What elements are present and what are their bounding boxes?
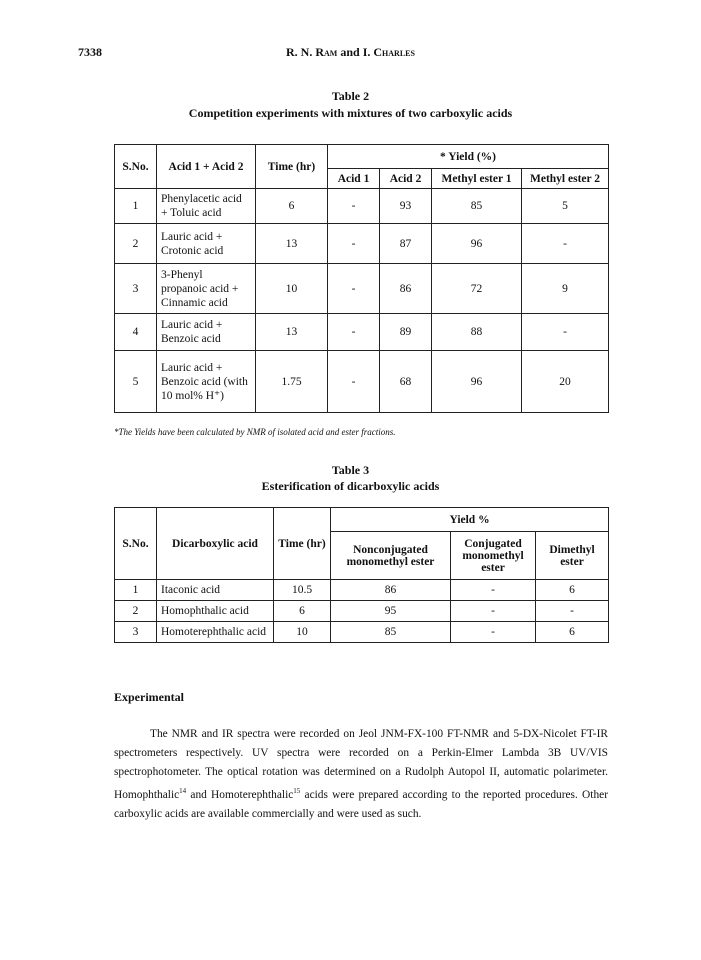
cell-sno: 5 — [115, 351, 157, 413]
cell-sno: 1 — [115, 580, 157, 601]
cell-dimethyl: 6 — [536, 580, 609, 601]
cell-acid1: - — [328, 189, 380, 224]
reference-14: 14 — [179, 787, 187, 795]
cell-acids: Phenylacetic acid + Toluic acid — [157, 189, 256, 224]
table2-header-acid1: Acid 1 — [328, 169, 380, 189]
para-text-1: The NMR and IR spectra were recorded on Jeol JNM-FX-100 FT-NMR and 5-DX-Nicolet FT-IR spectrometers respectively. UV spectra were recorded on a Perkin-Elmer Lambda 3B UV/VIS spectrophotometer. The optical rotation was determined on a Rudolph Autopol II, automatic polarimeter. Homophthalic — [114, 728, 608, 801]
table-row — [115, 601, 609, 622]
authors-and: and I. — [337, 45, 374, 59]
cell-acid1: - — [328, 224, 380, 264]
cell-acids: Lauric acid + Benzoic acid — [157, 314, 256, 351]
cell-nonconj: 95 — [331, 601, 451, 622]
table-row — [115, 264, 609, 314]
cell-me1: 85 — [432, 189, 522, 224]
cell-conj: - — [451, 622, 536, 643]
table2-label: Table 2 — [331, 89, 370, 103]
table3-header-sno: S.No. — [115, 508, 157, 580]
table3-header-dimethyl: Dimethyl ester — [536, 532, 609, 580]
running-header — [0, 45, 701, 60]
table2-header-me2: Methyl ester 2 — [522, 169, 609, 189]
cell-acid: Homophthalic acid — [157, 601, 274, 622]
table-row — [115, 622, 609, 643]
table2-header-acids: Acid 1 + Acid 2 — [157, 145, 256, 189]
cell-acid1: - — [328, 264, 380, 314]
table3-label: Table 3 — [331, 463, 370, 477]
table3-title: Esterification of dicarboxylic acids — [261, 479, 440, 493]
table3-header-conj: Conjugated monomethyl ester — [451, 532, 536, 580]
author-2: Charles — [373, 45, 415, 59]
cell-acids: 3-Phenyl propanoic acid + Cinnamic acid — [157, 264, 256, 314]
table2-header-sno: S.No. — [115, 145, 157, 189]
authors-prefix: R. N. — [286, 45, 316, 59]
table3-header-nonconj: Nonconjugated monomethyl ester — [331, 532, 451, 580]
page-number: 7338 — [78, 45, 102, 59]
cell-sno: 2 — [115, 224, 157, 264]
cell-sno: 1 — [115, 189, 157, 224]
cell-me2: - — [522, 224, 609, 264]
cell-acid2: 68 — [380, 351, 432, 413]
cell-nonconj: 86 — [331, 580, 451, 601]
table3-header-time: Time (hr) — [274, 508, 331, 580]
cell-conj: - — [451, 580, 536, 601]
cell-acids: Lauric acid + Benzoic acid (with 10 mol% H⁺) — [157, 351, 256, 413]
cell-acid2: 86 — [380, 264, 432, 314]
para-text-2: and Homoterephthalic — [186, 788, 294, 801]
cell-acid2: 89 — [380, 314, 432, 351]
cell-time: 1.75 — [256, 351, 328, 413]
table-row — [115, 351, 609, 413]
cell-me2: 9 — [522, 264, 609, 314]
cell-conj: - — [451, 601, 536, 622]
table2-header-acid2: Acid 2 — [380, 169, 432, 189]
cell-time: 6 — [274, 601, 331, 622]
cell-time: 6 — [256, 189, 328, 224]
table-row — [115, 189, 609, 224]
cell-dimethyl: - — [536, 601, 609, 622]
cell-me2: 5 — [522, 189, 609, 224]
cell-me2: 20 — [522, 351, 609, 413]
cell-acid2: 87 — [380, 224, 432, 264]
table2 — [114, 144, 609, 413]
cell-acid1: - — [328, 351, 380, 413]
cell-acid1: - — [328, 314, 380, 351]
cell-sno: 3 — [115, 622, 157, 643]
table3-header-yield: Yield % — [331, 508, 609, 532]
cell-acid2: 93 — [380, 189, 432, 224]
para-text-3: acids were prepared according to the reported procedures. Other carboxylic acids are available commercially and were used as such. — [114, 788, 608, 820]
cell-nonconj: 85 — [331, 622, 451, 643]
cell-sno: 4 — [115, 314, 157, 351]
table2-header-time: Time (hr) — [256, 145, 328, 189]
cell-me1: 96 — [432, 224, 522, 264]
table-row — [115, 580, 609, 601]
cell-dimethyl: 6 — [536, 622, 609, 643]
cell-me1: 72 — [432, 264, 522, 314]
author-1: Ram — [315, 45, 338, 59]
table2-title: Competition experiments with mixtures of two carboxylic acids — [188, 106, 513, 120]
cell-acid: Homoterephthalic acid — [157, 622, 274, 643]
table3 — [114, 507, 609, 643]
cell-sno: 2 — [115, 601, 157, 622]
cell-time: 13 — [256, 224, 328, 264]
table2-header-yield: * Yield (%) — [328, 145, 609, 169]
cell-me1: 96 — [432, 351, 522, 413]
table3-header-acid: Dicarboxylic acid — [157, 508, 274, 580]
cell-sno: 3 — [115, 264, 157, 314]
cell-me1: 88 — [432, 314, 522, 351]
cell-time: 10.5 — [274, 580, 331, 601]
table-row — [115, 314, 609, 351]
cell-acids: Lauric acid + Crotonic acid — [157, 224, 256, 264]
experimental-paragraph — [114, 725, 608, 824]
cell-time: 10 — [256, 264, 328, 314]
table2-header-me1: Methyl ester 1 — [432, 169, 522, 189]
table-row — [115, 224, 609, 264]
cell-time: 10 — [274, 622, 331, 643]
cell-time: 13 — [256, 314, 328, 351]
table2-footnote: *The Yields have been calculated by NMR of isolated acid and ester fractions. — [114, 427, 396, 437]
section-heading: Experimental — [114, 690, 184, 704]
reference-15: 15 — [293, 787, 301, 795]
cell-acid: Itaconic acid — [157, 580, 274, 601]
cell-me2: - — [522, 314, 609, 351]
